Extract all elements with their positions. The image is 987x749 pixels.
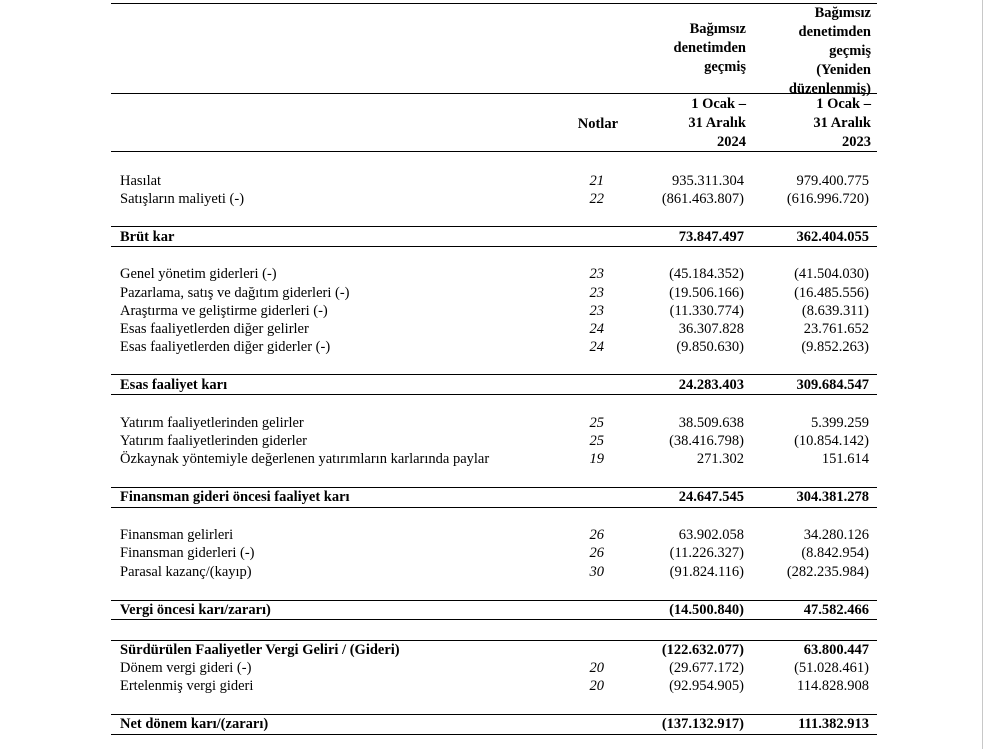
row-label: Ertelenmiş vergi gideri: [120, 678, 254, 694]
col-2024-period-line: 31 Aralık: [688, 115, 746, 131]
row-label: Satışların maliyeti (-): [120, 191, 245, 207]
row-label: Hasılat: [120, 173, 162, 189]
row-value-2023: (41.504.030): [794, 266, 869, 282]
row-note: [560, 228, 604, 246]
row-value-2024: 935.311.304: [672, 173, 744, 189]
row-note: [560, 715, 604, 733]
row-label: Vergi öncesi karı/zararı): [120, 602, 271, 618]
col-2023-status-line: (Yeniden: [816, 62, 871, 78]
row-value-2023: 47.582.466: [803, 602, 869, 618]
row-label: Finansman gideri öncesi faaliyet karı: [120, 489, 350, 505]
row-label: Esas faaliyet karı: [120, 377, 228, 393]
subtotal-rule: [111, 619, 877, 620]
row-value-2023: (9.852.263): [801, 339, 869, 355]
row-note: 20: [589, 660, 604, 676]
col-2024-period-line: 1 Ocak –: [691, 96, 746, 112]
row-label: Genel yönetim giderleri (-): [120, 266, 277, 282]
col-2024-period-line: 2024: [717, 134, 746, 150]
row-value-2023: 5.399.259: [811, 415, 869, 431]
row-note: 23: [589, 266, 604, 282]
row-value-2024: (91.824.116): [669, 564, 744, 580]
col-2023-status-line: geçmiş: [829, 43, 871, 59]
row-label: Yatırım faaliyetlerinden giderler: [120, 433, 307, 449]
row-value-2024: 73.847.497: [678, 229, 744, 245]
row-label: Sürdürülen Faaliyetler Vergi Geliri / (Gideri): [120, 642, 400, 658]
row-value-2023: (10.854.142): [794, 433, 869, 449]
row-value-2023: (51.028.461): [794, 660, 869, 676]
row-label: Brüt kar: [120, 229, 175, 245]
subtotal-rule: [111, 246, 877, 247]
row-value-2024: (92.954.905): [669, 678, 744, 694]
row-value-2023: 362.404.055: [796, 229, 869, 245]
col-2024-period-header: [620, 95, 746, 152]
row-note: 24: [589, 321, 604, 337]
row-value-2023: 151.614: [821, 451, 869, 467]
col-2024-status-line: geçmiş: [704, 59, 746, 75]
row-note: [560, 376, 604, 394]
subtotal-rule: [111, 394, 877, 395]
row-label: Pazarlama, satış ve dağıtım giderleri (-): [120, 285, 350, 301]
row-value-2023: (282.235.984): [786, 564, 869, 580]
row-value-2023: (616.996.720): [786, 191, 869, 207]
row-value-2024: (14.500.840): [669, 602, 744, 618]
row-value-2023: 23.761.652: [803, 321, 869, 337]
col-2023-status-line: düzenlenmiş): [788, 81, 871, 97]
row-note: [560, 641, 604, 659]
col-2023-period-line: 1 Ocak –: [816, 96, 871, 112]
row-value-2023: (8.842.954): [801, 545, 869, 561]
row-value-2024: (9.850.630): [676, 339, 744, 355]
row-value-2023: 979.400.775: [796, 173, 869, 189]
row-value-2024: (137.132.917): [661, 716, 744, 732]
subtotal-rule: [111, 374, 877, 375]
row-note: 26: [589, 527, 604, 543]
row-label: Esas faaliyetlerden diğer gelirler: [120, 321, 309, 337]
row-value-2023: 114.828.908: [797, 678, 869, 694]
row-value-2023: (8.639.311): [801, 303, 869, 319]
subtotal-rule: [111, 507, 877, 508]
row-note: 30: [589, 564, 604, 580]
row-note: 23: [589, 285, 604, 301]
row-value-2024: 38.509.638: [678, 415, 744, 431]
row-note: [560, 601, 604, 619]
col-2023-period-line: 2023: [842, 134, 871, 150]
col-2023-period-line: 31 Aralık: [813, 115, 871, 131]
row-label: Parasal kazanç/(kayıp): [120, 564, 252, 580]
row-label: Yatırım faaliyetlerinden gelirler: [120, 415, 304, 431]
row-value-2024: 24.283.403: [678, 377, 744, 393]
row-note: 26: [589, 545, 604, 561]
row-note: 22: [589, 191, 604, 207]
col-2023-status-header: [745, 4, 871, 99]
row-note: 25: [589, 433, 604, 449]
row-note: 21: [589, 173, 604, 189]
row-value-2024: (45.184.352): [669, 266, 744, 282]
row-note: [560, 488, 604, 506]
subtotal-rule: [111, 734, 877, 735]
row-note: 19: [589, 451, 604, 467]
row-value-2024: 63.902.058: [678, 527, 744, 543]
row-value-2024: (122.632.077): [661, 642, 744, 658]
row-value-2024: 24.647.545: [678, 489, 744, 505]
row-label: Özkaynak yöntemiyle değerlenen yatırımların karlarında paylar: [120, 451, 490, 467]
row-value-2024: (29.677.172): [669, 660, 744, 676]
row-label: Dönem vergi gideri (-): [120, 660, 252, 676]
row-value-2024: (861.463.807): [661, 191, 744, 207]
row-value-2023: 34.280.126: [803, 527, 869, 543]
col-2023-status-line: Bağımsız: [814, 5, 871, 21]
row-value-2024: 271.302: [696, 451, 744, 467]
subtotal-rule: [111, 226, 877, 227]
row-value-2023: (16.485.556): [794, 285, 869, 301]
col-2024-status-line: Bağımsız: [689, 21, 746, 37]
row-label: Araştırma ve geliştirme giderleri (-): [120, 303, 328, 319]
row-value-2024: (11.226.327): [669, 545, 744, 561]
notes-column-header: Notlar: [577, 116, 618, 132]
row-value-2023: 63.800.447: [803, 642, 869, 658]
row-note: 23: [589, 303, 604, 319]
row-note: 20: [589, 678, 604, 694]
row-label: Finansman gelirleri: [120, 527, 234, 543]
row-label: Net dönem karı/(zararı): [120, 716, 269, 732]
col-2024-status-header: [620, 20, 746, 77]
col-2023-period-header: [745, 95, 871, 152]
row-value-2024: 36.307.828: [678, 321, 744, 337]
row-value-2023: 304.381.278: [796, 489, 869, 505]
row-label: Esas faaliyetlerden diğer giderler (-): [120, 339, 331, 355]
row-value-2024: (11.330.774): [669, 303, 744, 319]
row-value-2023: 309.684.547: [796, 377, 869, 393]
page-edge-divider: [982, 0, 983, 749]
col-2023-status-line: denetimden: [798, 24, 871, 40]
row-value-2024: (19.506.166): [669, 285, 744, 301]
row-label: Finansman giderleri (-): [120, 545, 255, 561]
row-note: 24: [589, 339, 604, 355]
row-note: 25: [589, 415, 604, 431]
row-value-2023: 111.382.913: [798, 716, 869, 732]
row-value-2024: (38.416.798): [669, 433, 744, 449]
col-2024-status-line: denetimden: [673, 40, 746, 56]
